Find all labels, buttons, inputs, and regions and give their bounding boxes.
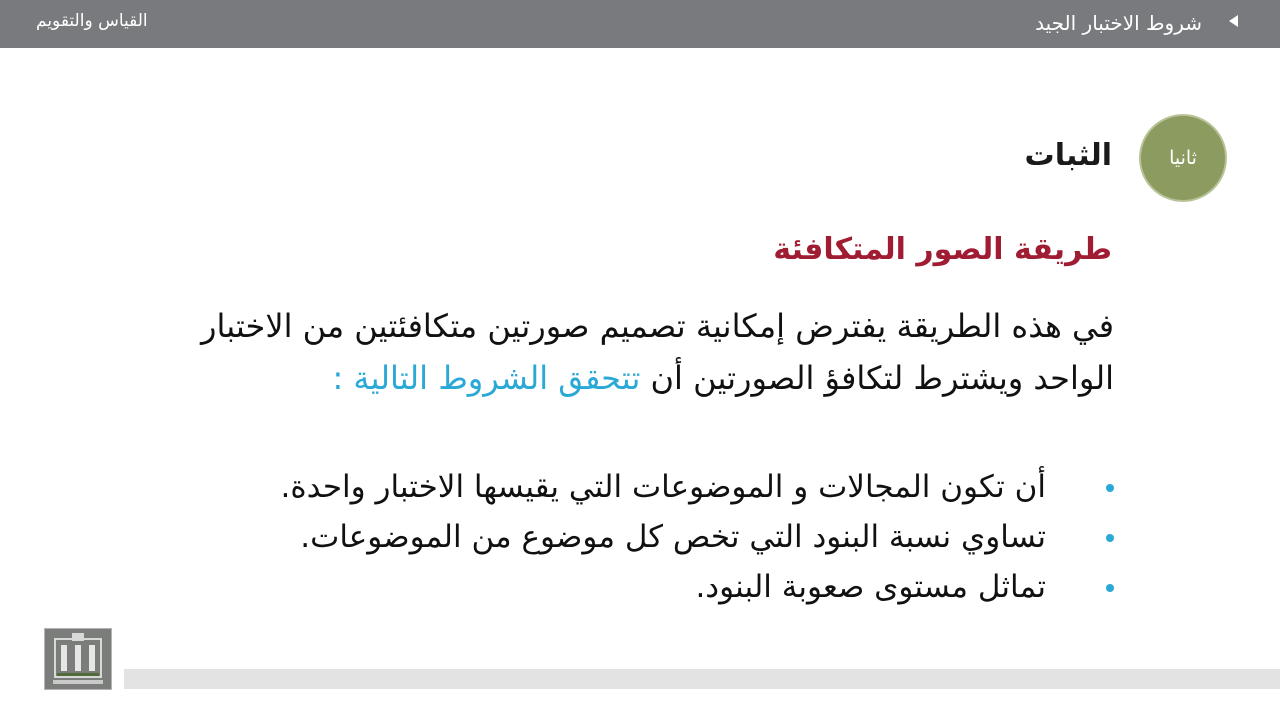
condition-text: تساوي نسبة البنود التي تخص كل موضوع من الموضوعات. bbox=[300, 519, 1046, 555]
footer-bar bbox=[124, 669, 1280, 689]
method-title: طريقة الصور المتكافئة bbox=[773, 232, 1112, 267]
intro-paragraph bbox=[124, 300, 1114, 404]
header-bar bbox=[0, 0, 1280, 48]
section-title: الثبات bbox=[1024, 138, 1112, 173]
condition-text: تماثل مستوى صعوبة البنود. bbox=[695, 569, 1046, 605]
section-number-badge bbox=[1139, 114, 1227, 202]
list-item bbox=[154, 562, 1114, 612]
breadcrumb: شروط الاختبار الجيد bbox=[1035, 11, 1202, 35]
condition-text: أن تكون المجالات و الموضوعات التي يقيسها الاختبار واحدة. bbox=[280, 469, 1046, 505]
bullet-icon bbox=[1106, 584, 1114, 592]
intro-text: في هذه الطريقة يفترض إمكانية تصميم صورتين متكافئتين من الاختبار الواحد ويشترط لتكافؤ الصورتين أن bbox=[201, 307, 1114, 397]
university-logo bbox=[44, 628, 112, 690]
section-number-label: ثانيا bbox=[1169, 147, 1197, 169]
bullet-icon bbox=[1106, 484, 1114, 492]
intro-highlight: تتحقق الشروط التالية : bbox=[332, 359, 641, 397]
list-item bbox=[154, 512, 1114, 562]
list-item bbox=[154, 462, 1114, 512]
course-title: القياس والتقويم bbox=[36, 11, 148, 31]
triangle-left-icon[interactable] bbox=[1229, 15, 1238, 27]
conditions-list bbox=[154, 462, 1114, 612]
bullet-icon bbox=[1106, 534, 1114, 542]
